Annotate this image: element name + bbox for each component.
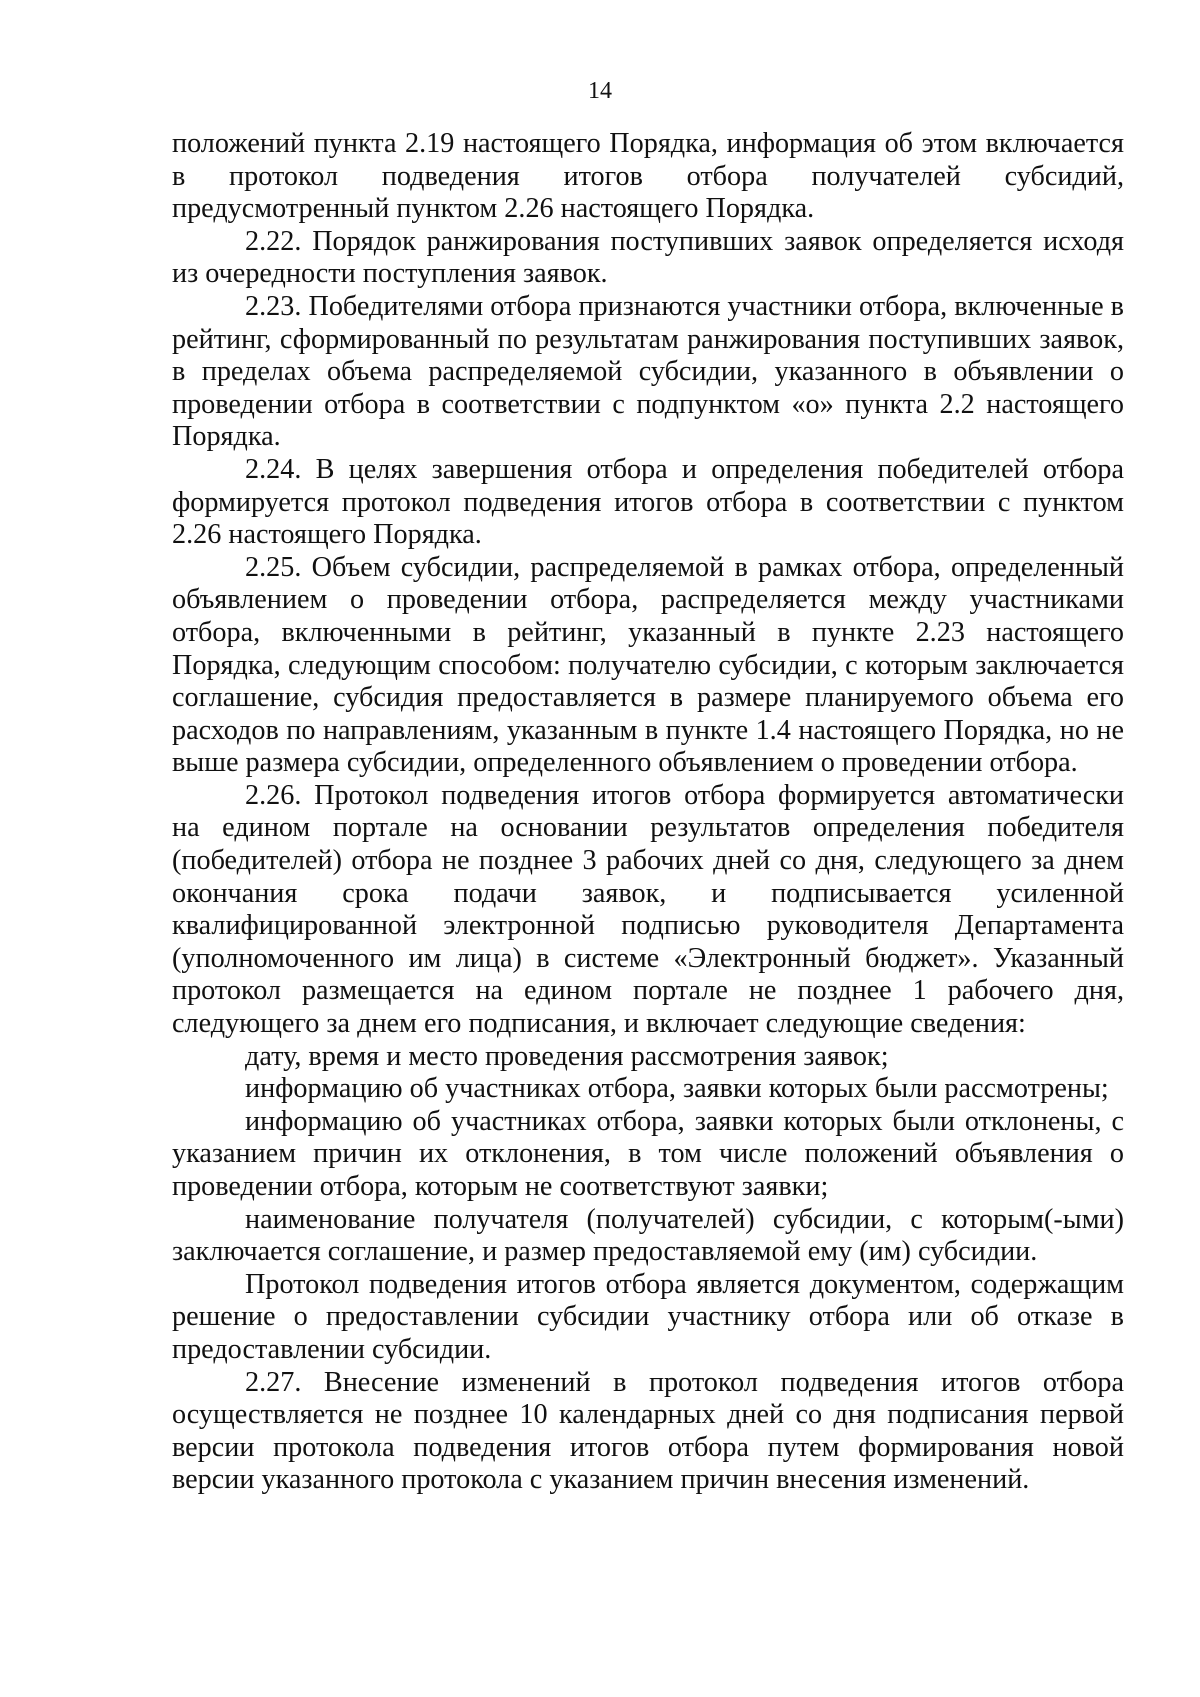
list-item-date-time-place: дату, время и место проведения рассмотрения заявок; [245,1040,889,1072]
page-number: 14 [588,78,612,104]
paragraph-continuation: положений пункта 2.19 настоящего Порядка, информация об этом включается в протокол подведения итогов отбора получателей субсидий, предусмотренный пунктом 2.26 настоящего Порядка. [172,128,1124,225]
list-item-recipient-name: наименование получателя (получателей) субсидии, с которым(-ыми) заключается соглашение, и размер предоставляемой ему (им) субсидии. [172,1203,1124,1268]
paragraph-2-26: 2.26. Протокол подведения итогов отбора формируется автоматически на едином портале на основании результатов определения победителя (победителей) отбора не позднее 3 рабочих дней со дня, следующего за днем окончания срока подачи заявок, и подписывается усиленной квалифицированной электронной подписью руководителя Департамента (уполномоченного им лица) в системе «Электронный бюджет». Указанный протокол размещается на едином портале не позднее 1 рабочего дня, следующего за днем его подписания, и включает следующие сведения: [172,779,1124,1040]
list-item-rejected-participants: информацию об участниках отбора, заявки которых были отклонены, с указанием причин их отклонения, в том числе положений объявления о проведении отбора, которым не соответствуют заявки; [172,1105,1124,1202]
list-item-reviewed-participants: информацию об участниках отбора, заявки которых были рассмотрены; [245,1073,1109,1105]
paragraph-2-25: 2.25. Объем субсидии, распределяемой в рамках отбора, определенный объявлением о проведении отбора, распределяется между участниками отбора, включенными в рейтинг, указанный в пункте 2.23 настоящего Порядка, следующим способом: получателю субсидии, с которым заключается соглашение, субсидия предоставляется в размере планируемого объема его расходов по направлениям, указанным в пункте 1.4 настоящего Порядка, но не выше размера субсидии, определенного объявлением о проведении отбора. [172,551,1124,779]
document-body [172,128,1124,1497]
paragraph-protocol-decision: Протокол подведения итогов отбора является документом, содержащим решение о предоставлении субсидии участнику отбора или об отказе в предоставлении субсидии. [172,1268,1124,1365]
paragraph-2-24: 2.24. В целях завершения отбора и определения победителей отбора формируется протокол подведения итогов отбора в соответствии с пунктом 2.26 настоящего Порядка. [172,453,1124,551]
paragraph-2-22: 2.22. Порядок ранжирования поступивших заявок определяется исходя из очередности поступления заявок. [172,225,1124,290]
paragraph-2-27: 2.27. Внесение изменений в протокол подведения итогов отбора осуществляется не позднее 10 календарных дней со дня подписания первой версии протокола подведения итогов отбора путем формирования новой версии указанного протокола с указанием причин внесения изменений. [172,1366,1124,1496]
paragraph-2-23: 2.23. Победителями отбора признаются участники отбора, включенные в рейтинг, сформированный по результатам ранжирования поступивших заявок, в пределах объема распределяемой субсидии, указанного в объявлении о проведении отбора в соответствии с подпунктом «о» пункта 2.2 настоящего Порядка. [172,290,1124,453]
